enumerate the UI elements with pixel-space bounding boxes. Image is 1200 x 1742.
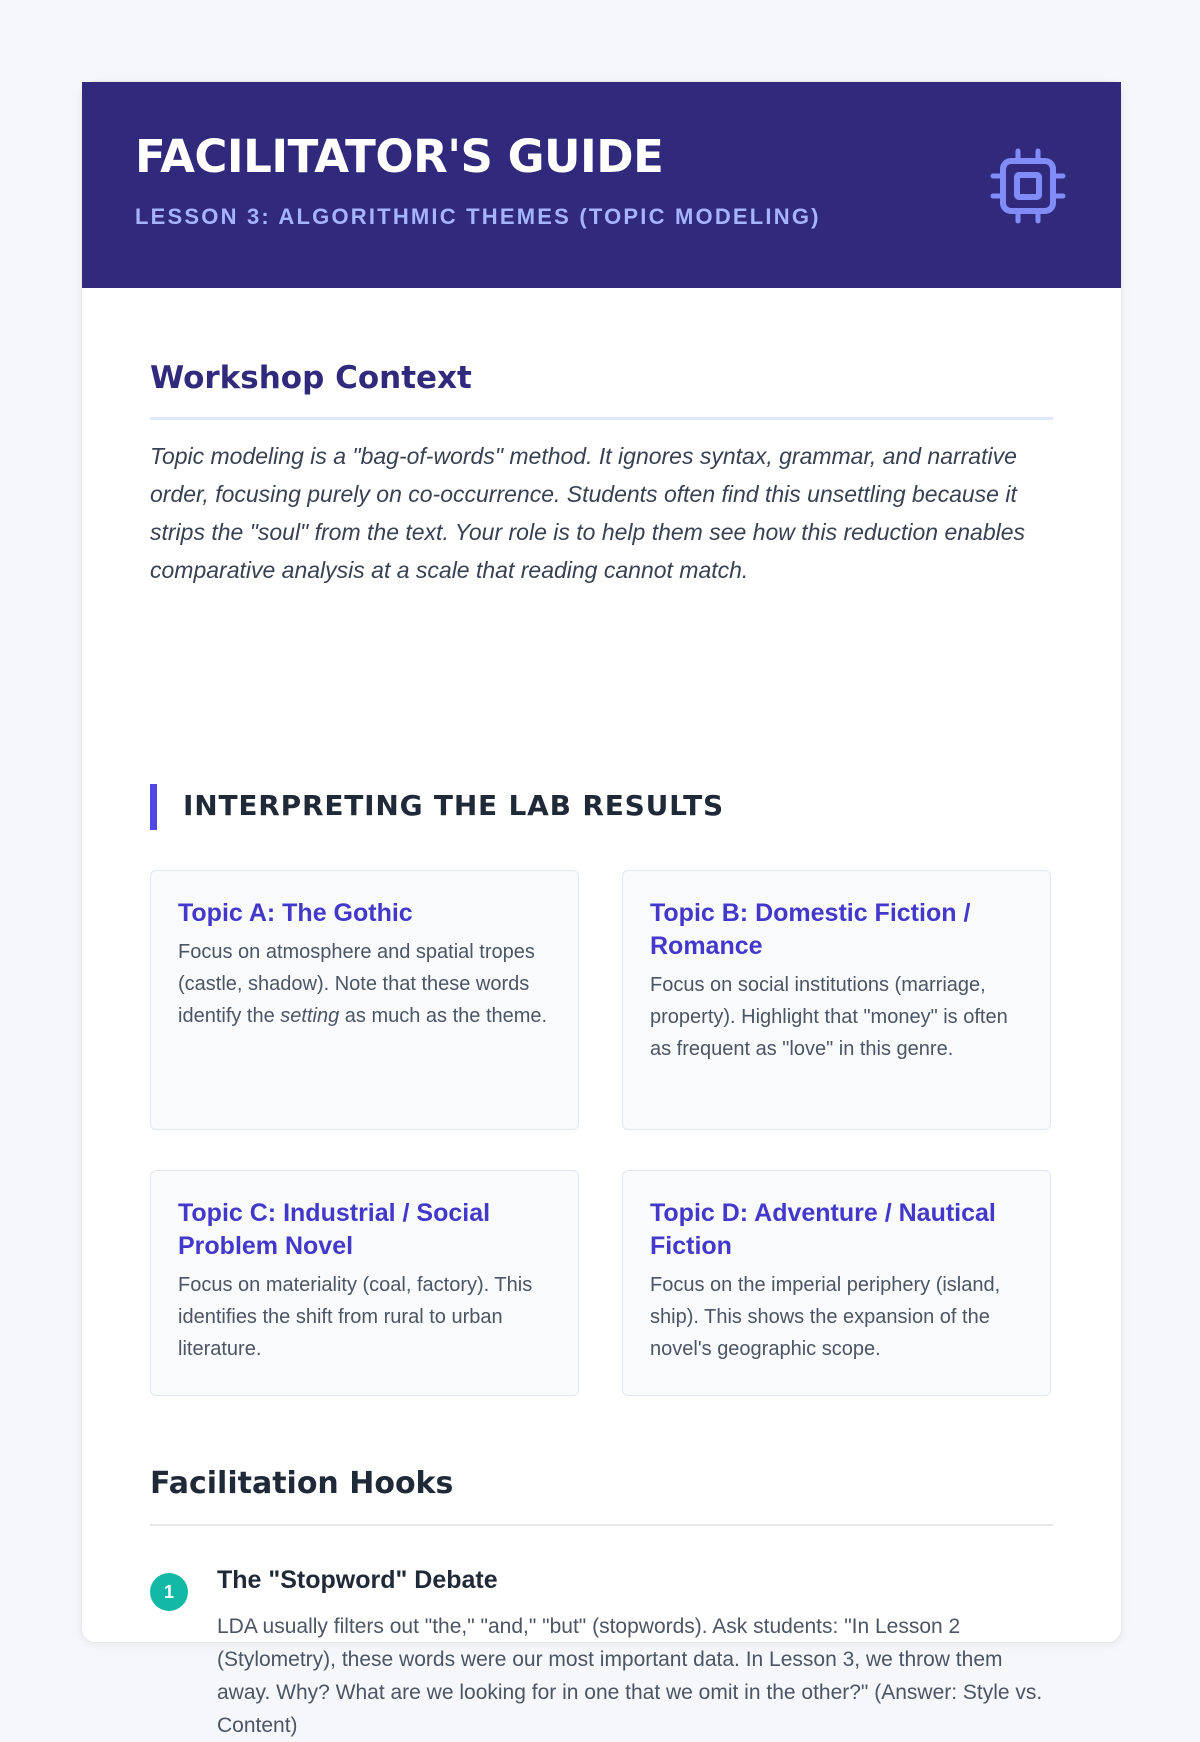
guide-card xyxy=(81,81,1122,1737)
topic-description: Focus on the imperial periphery (island, ship). This shows the expansion of the novel's geographic scope. xyxy=(650,1274,1001,1360)
topic-title: Topic A: The Gothic xyxy=(178,899,413,927)
topic-description: Focus on social institutions (marriage, property). Highlight that "money" is often as frequent as "love" in this genre. xyxy=(650,974,1008,1060)
hook-title: The "Stopword" Debate xyxy=(217,1566,498,1594)
topic-description: Focus on atmosphere and spatial tropes (castle, shadow). Note that these words identify the setting as much as the theme. xyxy=(178,941,548,1027)
section-accent-bar xyxy=(150,784,157,830)
context-divider xyxy=(150,417,1053,420)
topic-title: Topic B: Domestic Fiction / Romance xyxy=(650,899,971,960)
topic-card-d xyxy=(622,1170,1051,1396)
workshop-context-heading: Workshop Context xyxy=(150,360,472,396)
topic-card-c xyxy=(150,1170,579,1396)
cpu-chip-icon xyxy=(990,148,1066,224)
guide-header xyxy=(82,82,1121,288)
lab-results-heading: INTERPRETING THE LAB RESULTS xyxy=(183,789,725,822)
topic-card-b xyxy=(622,870,1051,1130)
facilitation-hooks-heading: Facilitation Hooks xyxy=(150,1466,454,1501)
guide-title: FACILITATOR'S GUIDE xyxy=(135,130,664,183)
topic-title: Topic C: Industrial / Social Problem Novel xyxy=(178,1199,491,1260)
topic-description: Focus on materiality (coal, factory). This identifies the shift from rural to urban literature. xyxy=(178,1274,533,1360)
hooks-divider xyxy=(150,1524,1053,1526)
workshop-context-text: Topic modeling is a "bag-of-words" method. It ignores syntax, grammar, and narrative order, focusing purely on co-occurrence. Students often find this unsettling because it strips the "soul" from the text. Your role is to help them see how this reduction enables comparative analysis at a scale that reading cannot match. xyxy=(150,443,1026,583)
lesson-subtitle: LESSON 3: ALGORITHMIC THEMES (TOPIC MODELING) xyxy=(135,204,821,229)
topic-card-a xyxy=(150,870,579,1130)
hook-number-badge: 1 xyxy=(150,1573,188,1611)
topic-title: Topic D: Adventure / Nautical Fiction xyxy=(650,1199,996,1260)
hook-text: LDA usually filters out "the," "and," "but" (stopwords). Ask students: "In Lesson 2 (Stylometry), these words were our most important data. In Lesson 3, we throw them away. Why? What are we looking for in one that we omit in the other?" (Answer: Style vs. Content) xyxy=(217,1615,1043,1737)
